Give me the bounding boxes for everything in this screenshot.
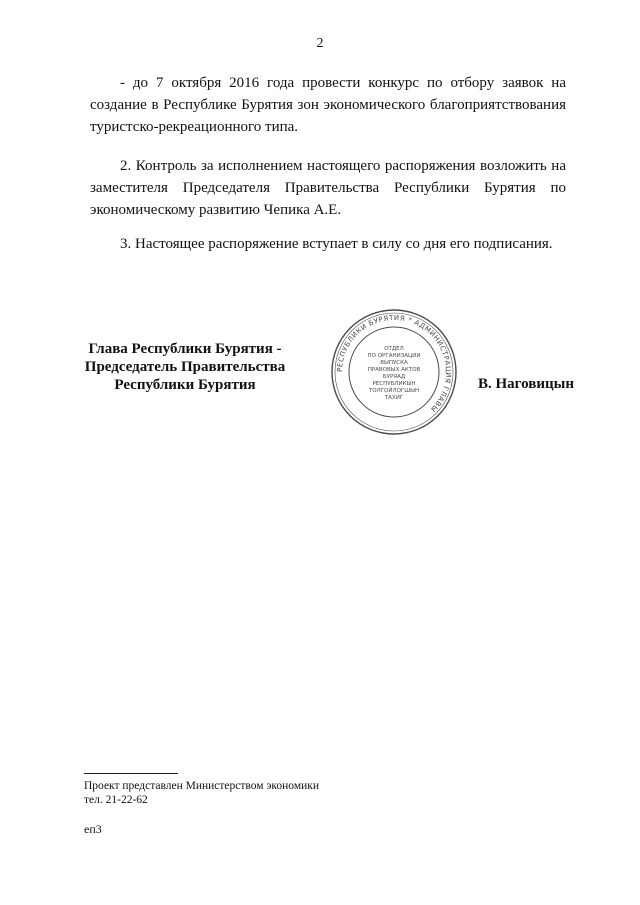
footnote — [84, 779, 319, 807]
footnote-line-1: Проект представлен Министерством экономики — [84, 780, 320, 792]
page-number: 2 — [316, 36, 324, 51]
paragraph-deadline: - до 7 октября 2016 года провести конкурс по отбору заявок на создание в Республике Бурятия зон экономического благоприятствования туристско-рекреационного типа. — [90, 75, 566, 135]
signatory-title — [80, 340, 290, 394]
signatory-title-line: Председатель Правительства — [84, 359, 286, 375]
seal-line: ПО ОРГАНИЗАЦИИ — [367, 353, 421, 359]
paragraph-control: 2. Контроль за исполнением настоящего распоряжения возложить на заместителя Председателя Правительства Республики Бурятия по экономическому развитию Чепика А.Е. — [90, 158, 566, 218]
paragraph-effective: 3. Настоящее распоряжение вступает в силу со дня его подписания. — [120, 236, 553, 252]
seal-outer-text: РЕСПУБЛИКИ БУРЯТИЯ * АДМИНИСТРАЦИЯ ГЛАВЫ — [335, 313, 453, 414]
signatory-title-line: Республики Бурятия — [114, 377, 256, 393]
official-seal — [330, 308, 458, 436]
seal-line: ВЫПУСКА — [380, 360, 408, 366]
seal-line: ТАХИГ — [384, 395, 404, 401]
signatory-title-line: Глава Республики Бурятия - — [88, 341, 282, 357]
signatory-name: В. Наговицын — [478, 376, 574, 392]
seal-line: ОТДЕЛ — [384, 346, 404, 352]
footnote-divider — [84, 773, 178, 774]
seal-line: БУРЯАД — [382, 374, 406, 380]
seal-line: РЕСПУБЛИКЫН — [372, 381, 416, 387]
seal-line: ТОЛГОЙЛОГШЫН — [368, 388, 420, 394]
seal-line: ПРАВОВЫХ АКТОВ — [367, 367, 421, 373]
footnote-line-2: тел. 21-22-62 — [84, 794, 148, 806]
document-code: еп3 — [84, 822, 102, 836]
